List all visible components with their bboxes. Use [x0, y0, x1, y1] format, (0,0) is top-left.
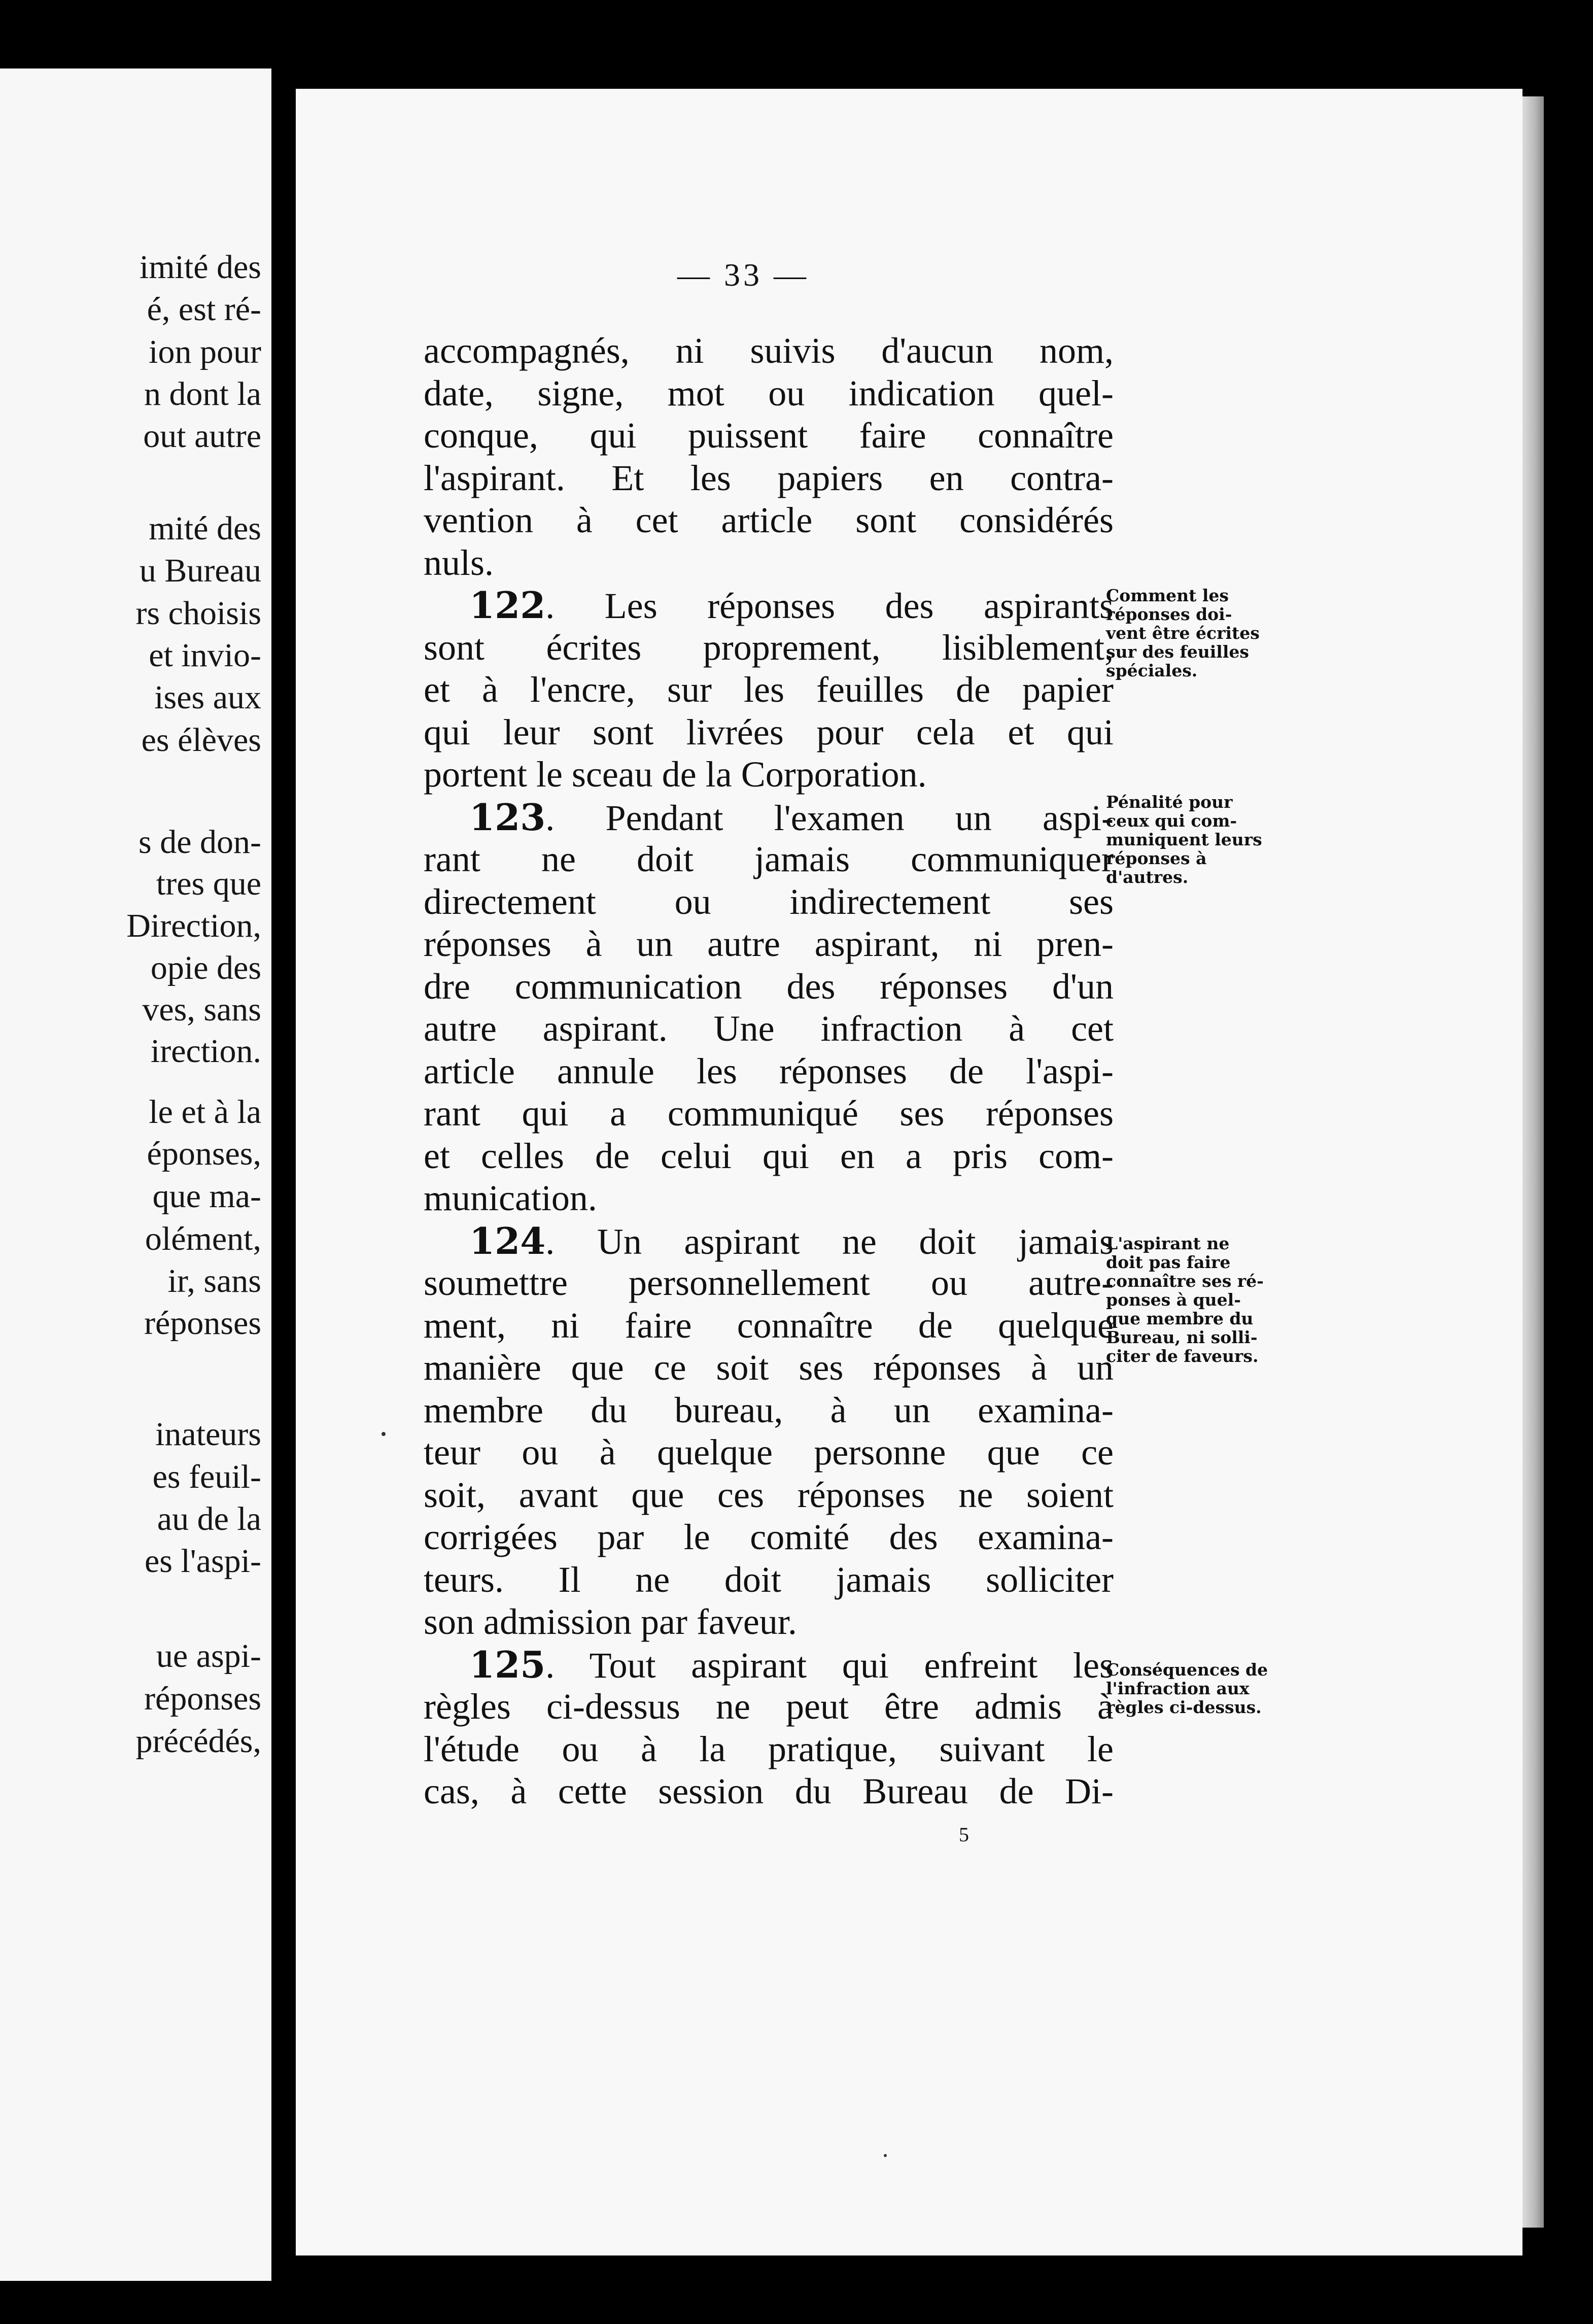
text-line-content: . Tout aspirant qui enfreint les: [545, 1645, 1114, 1686]
text-line: [424, 1220, 1114, 1262]
text-line: membre du bureau, à un examina-: [424, 1389, 1114, 1430]
previous-page-line: rs choisis: [135, 595, 261, 632]
previous-page-line: ves, sans: [142, 991, 261, 1028]
marginal-note-line: Conséquences de: [1106, 1660, 1268, 1680]
text-line: soumettre personnellement ou autre-: [424, 1262, 1114, 1303]
text-line: corrigées par le comité des examina-: [424, 1517, 1114, 1557]
marginal-note-line: Pénalité pour: [1106, 792, 1233, 812]
text-line: rant ne doit jamais communiquer: [424, 839, 1114, 879]
text-line: [424, 584, 1114, 627]
marginal-note-line: connaître ses ré-: [1106, 1271, 1264, 1291]
page-edge: [1522, 96, 1544, 2228]
text-line: soit, avant que ces réponses ne soient: [424, 1474, 1114, 1515]
previous-page-line: que ma-: [152, 1178, 261, 1215]
text-line: l'aspirant. Et les papiers en contra-: [424, 457, 1114, 498]
text-line: nuls.: [424, 542, 494, 583]
previous-page-line: ir, sans: [167, 1262, 261, 1300]
previous-page-line: olément,: [145, 1220, 261, 1257]
text-line: autre aspirant. Une infraction à cet: [424, 1008, 1114, 1049]
signature-mark: 5: [959, 1823, 969, 1846]
text-line: et celles de celui qui en a pris com-: [424, 1135, 1114, 1176]
article-number: 125: [469, 1643, 546, 1686]
text-line: [424, 796, 1114, 839]
text-line: [424, 1644, 1114, 1686]
article-number: 123: [469, 795, 546, 839]
previous-page-line: ue aspi-: [156, 1637, 261, 1674]
text-line: cas, à cette session du Bureau de Di-: [424, 1771, 1114, 1812]
previous-page-line: n dont la: [144, 375, 261, 413]
page-number: — 33 —: [677, 257, 809, 293]
text-line: article annule les réponses de l'aspi-: [424, 1050, 1114, 1091]
text-line: portent le sceau de la Corporation.: [424, 754, 927, 795]
print-speck: [382, 1432, 386, 1436]
marginal-note-124: [1106, 1234, 1281, 1365]
text-line-content: . Un aspirant ne doit jamais: [545, 1221, 1114, 1262]
text-line: dre communication des réponses d'un: [424, 966, 1114, 1007]
text-line: et à l'encre, sur les feuilles de papier: [424, 669, 1114, 710]
text-line: rant qui a communiqué ses réponses: [424, 1093, 1114, 1134]
marginal-note-line: ceux qui com-: [1106, 811, 1237, 831]
previous-page-line: réponses: [144, 1305, 261, 1342]
text-line: sont écrites proprement, lisiblement,: [424, 627, 1114, 668]
previous-page-line: mité des: [149, 510, 261, 547]
text-line: date, signe, mot ou indication quel-: [424, 372, 1114, 414]
previous-page-line: inateurs: [155, 1416, 261, 1453]
marginal-note-125: [1106, 1660, 1281, 1717]
text-line: directement ou indirectement ses: [424, 881, 1114, 922]
marginal-note-122: [1106, 586, 1281, 680]
text-line: manière que ce soit ses réponses à un: [424, 1347, 1114, 1388]
previous-page-line: s de don-: [138, 824, 261, 861]
text-line: ment, ni faire connaître de quelque: [424, 1305, 1114, 1346]
previous-page-line: réponses: [144, 1680, 261, 1717]
previous-page-line: précédés,: [135, 1723, 261, 1760]
previous-page-line: ises aux: [154, 679, 261, 716]
marginal-note-line: sur des feuilles: [1106, 642, 1249, 662]
previous-page-line: imité des: [139, 249, 261, 286]
marginal-note-line: réponses doi-: [1106, 604, 1232, 624]
article-number: 124: [469, 1219, 546, 1262]
marginal-note-line: ponses à quel-: [1106, 1290, 1241, 1310]
previous-page-line: es feuil-: [152, 1458, 261, 1495]
marginal-note-123: [1106, 793, 1281, 886]
previous-page-line: tres que: [156, 865, 261, 902]
previous-page-line: irection.: [150, 1033, 261, 1070]
marginal-note-line: L'aspirant ne: [1106, 1234, 1230, 1253]
previous-page-line: éponses,: [147, 1135, 261, 1172]
text-line: teurs. Il ne doit jamais solliciter: [424, 1559, 1114, 1600]
text-line: l'étude ou à la pratique, suivant le: [424, 1728, 1114, 1769]
marginal-note-line: spéciales.: [1106, 661, 1198, 680]
previous-page-line: u Bureau: [139, 552, 261, 589]
text-line-content: . Pendant l'examen un aspi-: [545, 797, 1114, 838]
book-gutter: [273, 71, 283, 2278]
marginal-note-line: Bureau, ni solli-: [1106, 1327, 1258, 1347]
previous-page-line: es l'aspi-: [144, 1543, 261, 1580]
previous-page-line: et invio-: [149, 637, 261, 674]
text-line: munication.: [424, 1178, 597, 1218]
text-line: accompagnés, ni suivis d'aucun nom,: [424, 330, 1114, 371]
previous-page-line: au de la: [157, 1500, 261, 1537]
text-line-content: . Les réponses des aspirants: [545, 586, 1114, 626]
text-line: vention à cet article sont considérés: [424, 500, 1114, 540]
previous-page-line: ion pour: [149, 333, 261, 370]
text-line: réponses à un autre aspirant, ni pren-: [424, 924, 1114, 964]
marginal-note-line: Comment les: [1106, 586, 1229, 605]
marginal-note-line: doit pas faire: [1106, 1252, 1231, 1272]
marginal-note-line: l'infraction aux: [1106, 1679, 1250, 1698]
previous-page-fragment: [0, 69, 271, 2281]
previous-page-line: out autre: [143, 418, 261, 455]
text-line: conque, qui puissent faire connaître: [424, 415, 1114, 456]
body-text: [424, 330, 1114, 1813]
previous-page-line: é, est ré-: [147, 291, 261, 328]
text-line: teur ou à quelque personne que ce: [424, 1432, 1114, 1473]
article-number: 122: [469, 584, 546, 627]
previous-page-line: es élèves: [141, 722, 261, 759]
text-line: qui leur sont livrées pour cela et qui: [424, 711, 1114, 753]
marginal-note-line: d'autres.: [1106, 867, 1189, 887]
marginal-note-line: muniquent leurs: [1106, 830, 1262, 849]
previous-page-line: Direction,: [126, 907, 261, 944]
print-speck: [884, 2154, 887, 2157]
marginal-note-line: réponses à: [1106, 848, 1207, 868]
text-line: règles ci-dessus ne peut être admis à: [424, 1686, 1114, 1727]
previous-page-line: opie des: [150, 949, 261, 986]
text-line: son admission par faveur.: [424, 1601, 797, 1642]
previous-page-line: le et à la: [149, 1093, 261, 1131]
marginal-note-line: vent être écrites: [1106, 623, 1260, 643]
marginal-note-line: que membre du: [1106, 1309, 1254, 1328]
marginal-note-line: règles ci-dessus.: [1106, 1697, 1262, 1717]
marginal-note-line: citer de faveurs.: [1106, 1346, 1259, 1366]
